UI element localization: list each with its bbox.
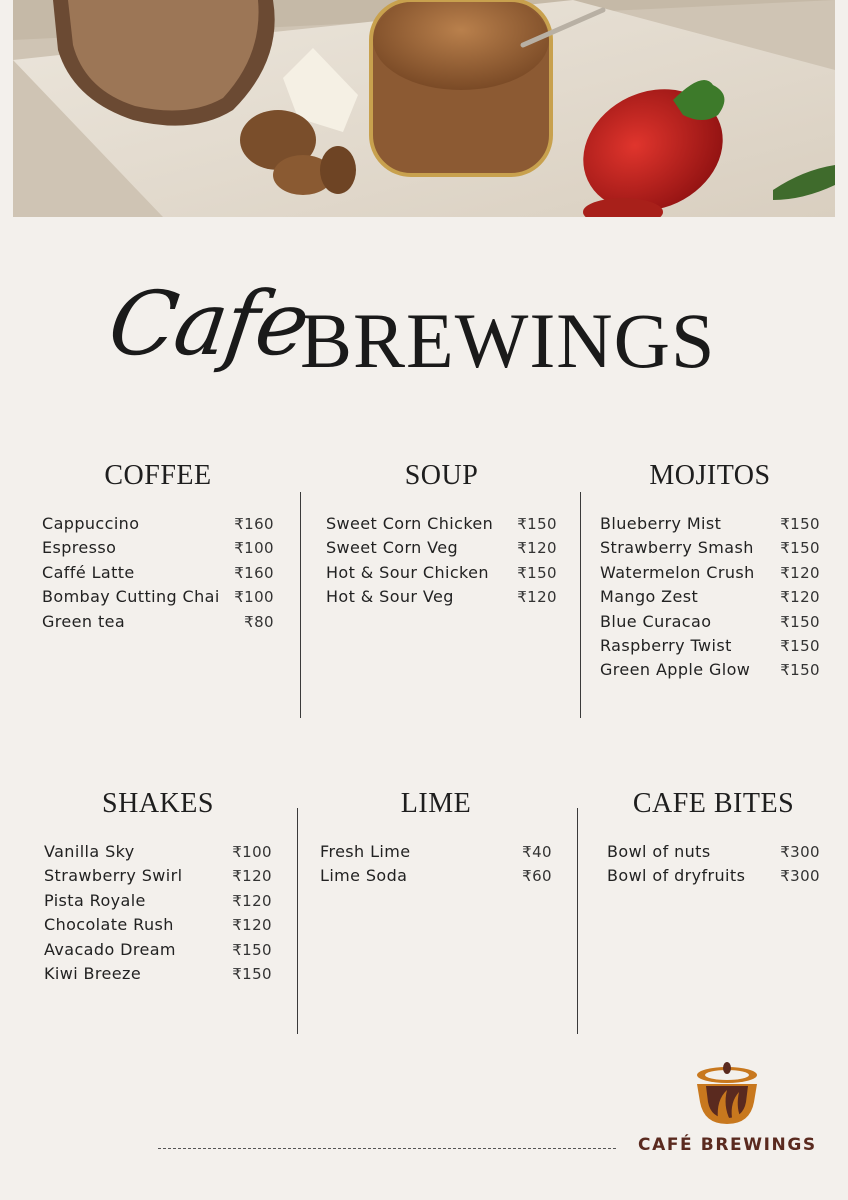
footer-logo-text: CAFÉ BREWINGS — [638, 1135, 817, 1155]
item-name: Bowl of nuts — [607, 842, 711, 861]
item-price: ₹300 — [780, 867, 820, 886]
menu-item — [42, 587, 274, 611]
menu-item — [44, 964, 272, 988]
item-list — [42, 514, 274, 636]
item-name: Strawberry Smash — [600, 538, 754, 558]
brand-main-text: BREWINGS — [300, 297, 716, 384]
item-price: ₹120 — [232, 891, 272, 910]
column-divider — [300, 492, 301, 718]
item-name: Sweet Corn Chicken — [326, 514, 494, 533]
item-price: ₹100 — [234, 539, 274, 558]
item-price: ₹150 — [232, 964, 272, 983]
item-list — [600, 514, 820, 685]
item-name: Strawberry Swirl — [44, 866, 183, 886]
menu-item — [42, 612, 274, 636]
item-price: ₹60 — [522, 867, 552, 886]
item-price: ₹120 — [232, 916, 272, 935]
item-name: Cappuccino — [42, 514, 140, 533]
hero-photo — [13, 0, 835, 217]
section-mojitos — [600, 460, 820, 700]
item-price: ₹150 — [780, 636, 820, 655]
menu-item — [44, 842, 272, 866]
item-price: ₹120 — [232, 867, 272, 886]
menu-item — [600, 538, 820, 562]
section-title: MOJITOS — [649, 460, 771, 491]
section-coffee — [42, 460, 274, 660]
item-name: Blue Curacao — [600, 611, 712, 631]
item-price: ₹150 — [232, 940, 272, 959]
item-price: ₹120 — [780, 563, 820, 582]
menu-item — [44, 940, 272, 964]
item-name: Hot & Sour Chicken — [326, 562, 489, 582]
column-divider — [297, 808, 298, 1034]
menu-item — [42, 514, 274, 538]
item-name: Bowl of dryfruits — [607, 866, 746, 886]
menu-item — [326, 538, 557, 562]
item-name: Raspberry Twist — [600, 635, 732, 655]
item-name: Mango Zest — [600, 587, 699, 607]
item-price: ₹160 — [234, 563, 274, 582]
menu-item — [326, 587, 557, 611]
item-name: Sweet Corn Veg — [326, 538, 459, 558]
section-lime — [320, 788, 552, 908]
brand-script-text: Cafe — [102, 272, 314, 375]
breakfast-tray-image — [13, 0, 835, 217]
section-title: LIME — [400, 788, 472, 819]
item-price: ₹150 — [780, 661, 820, 680]
menu-item — [326, 514, 557, 538]
item-price: ₹150 — [517, 563, 557, 582]
footer-dashed-line — [158, 1148, 616, 1149]
item-price: ₹150 — [780, 612, 820, 631]
item-name: Bombay Cutting Chai — [42, 587, 220, 607]
item-name: Lime Soda — [320, 866, 408, 886]
menu-item — [42, 538, 274, 562]
item-price: ₹150 — [517, 515, 557, 533]
brand-title — [102, 272, 730, 422]
menu-item — [607, 842, 820, 866]
item-price: ₹120 — [517, 588, 557, 607]
item-name: Watermelon Crush — [600, 562, 755, 582]
item-price: ₹100 — [234, 588, 274, 607]
item-name: Kiwi Breeze — [44, 963, 142, 983]
item-name: Pista Royale — [44, 890, 146, 910]
item-price: ₹160 — [234, 515, 274, 533]
menu-item — [600, 514, 820, 538]
item-price: ₹120 — [517, 539, 557, 558]
item-list — [320, 842, 552, 891]
menu-item — [600, 563, 820, 587]
menu-item — [320, 842, 552, 866]
item-price: ₹80 — [244, 612, 274, 631]
item-price: ₹40 — [522, 843, 552, 861]
section-title: CAFE BITES — [632, 788, 795, 819]
menu-item — [42, 563, 274, 587]
menu-item — [326, 563, 557, 587]
menu-item — [44, 915, 272, 939]
item-price: ₹150 — [780, 515, 820, 533]
menu-item — [44, 891, 272, 915]
item-name: Green Apple Glow — [600, 660, 751, 680]
item-list — [326, 514, 557, 612]
item-list — [44, 842, 272, 988]
item-price: ₹150 — [780, 539, 820, 558]
menu-item — [600, 636, 820, 660]
menu-item — [320, 866, 552, 890]
menu-item — [44, 866, 272, 890]
section-shakes — [44, 788, 272, 1008]
item-name: Espresso — [42, 538, 117, 558]
menu-item — [600, 660, 820, 684]
item-name: Fresh Lime — [320, 842, 411, 861]
section-soup — [326, 460, 557, 660]
item-name: Avacado Dream — [44, 939, 176, 959]
column-divider — [577, 808, 578, 1034]
item-name: Green tea — [42, 611, 126, 631]
menu-item — [607, 866, 820, 890]
item-list — [607, 842, 820, 891]
item-price: ₹100 — [232, 843, 272, 861]
section-title: SOUP — [404, 460, 479, 491]
section-title: COFFEE — [104, 460, 212, 491]
item-name: Hot & Sour Veg — [326, 587, 454, 607]
section-cafe-bites — [607, 788, 820, 908]
section-title: SHAKES — [102, 788, 214, 819]
item-name: Caffé Latte — [42, 562, 135, 582]
item-name: Chocolate Rush — [44, 915, 174, 935]
menu-item — [600, 587, 820, 611]
item-name: Blueberry Mist — [600, 514, 722, 533]
item-price: ₹120 — [780, 588, 820, 607]
column-divider — [580, 492, 581, 718]
item-name: Vanilla Sky — [44, 842, 135, 861]
menu-item — [600, 612, 820, 636]
coffee-cup-bean-icon — [694, 1062, 760, 1126]
item-price: ₹300 — [780, 843, 820, 861]
